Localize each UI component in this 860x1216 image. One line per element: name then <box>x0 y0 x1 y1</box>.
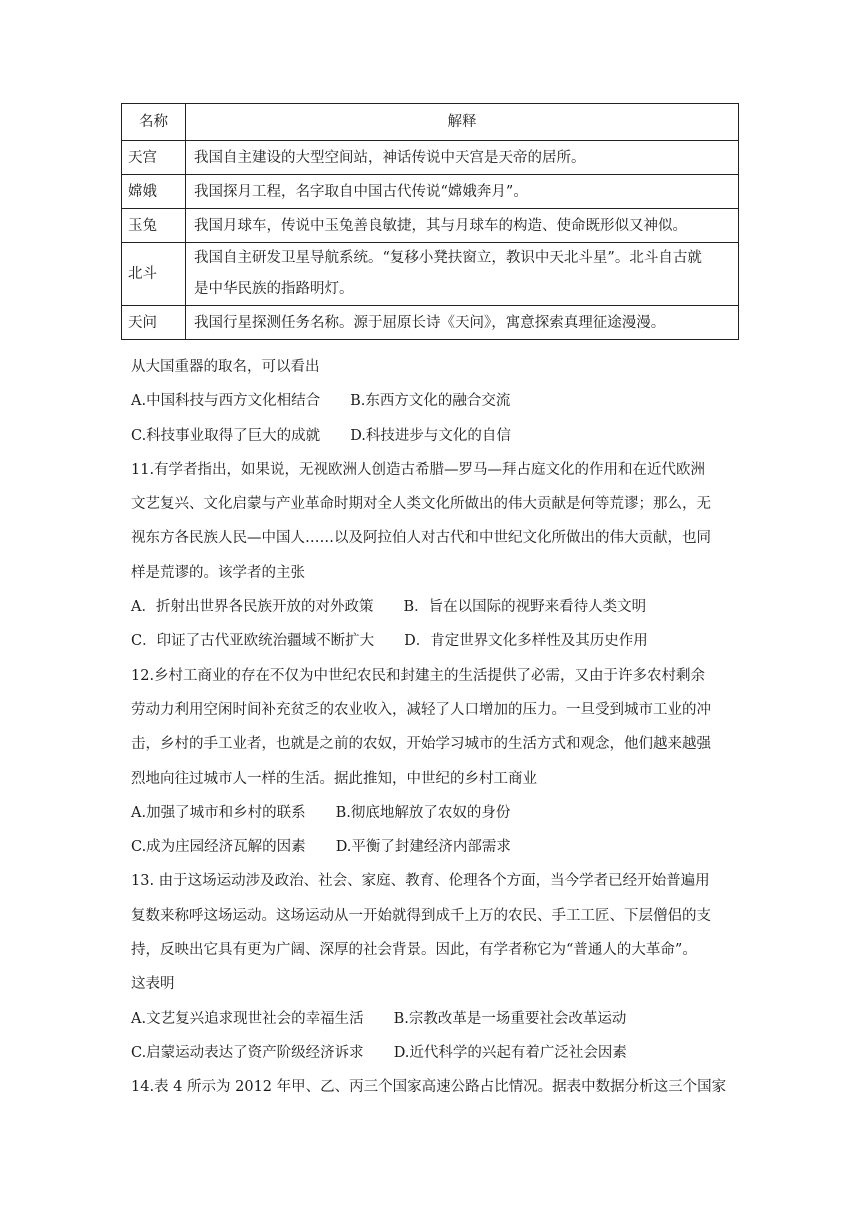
q11-option-a: A．折射出世界各民族开放的对外政策 <box>131 599 374 616</box>
q13-stem-line: 持，反映出它具有更为广阔、深厚的社会背景。因此，有学者称它为“普通人的大革命”。 <box>131 942 697 959</box>
q11-options-cd <box>131 624 741 658</box>
q10-option-b: B.东西方文化的融合交流 <box>350 393 511 410</box>
q13-option-b: B.宗教改革是一场重要社会改革运动 <box>393 1010 627 1027</box>
table-cell-desc: 我国探月工程，名字取自中国古代传说“嫦娥奔月”。 <box>186 175 739 209</box>
q12-stem-line: 击，乡村的手工业者，也就是之前的农奴，开始学习城市的生活方式和观念，他们越来越强 <box>131 736 711 753</box>
table-cell-name: 嫦娥 <box>122 175 186 209</box>
q13-option-c: C.启蒙运动表达了资产阶级经济诉求 <box>131 1044 364 1061</box>
q11-option-d: D．肯定世界文化多样性及其历史作用 <box>404 633 648 650</box>
q10-option-c: C.科技事业取得了巨大的成就 <box>131 427 321 444</box>
table-cell-name: 北斗 <box>122 243 186 306</box>
q12-options-ab <box>131 796 741 830</box>
q13-stem-line: 复数来称呼这场运动。这场运动从一开始就得到成千上万的农民、手工工匠、下层僧侣的支 <box>131 907 711 924</box>
table-row <box>122 243 739 306</box>
q13-option-d: D.近代科学的兴起有着广泛社会因素 <box>393 1044 627 1061</box>
q10-option-a: A.中国科技与西方文化相结合 <box>131 393 321 410</box>
q13-stem-line: 13. 由于这场运动涉及政治、社会、家庭、教育、伦理各个方面，当今学者已经开始普遍用 <box>131 873 710 890</box>
q12-options-cd <box>131 830 741 864</box>
table-row <box>122 141 739 175</box>
q10-stem: 从大国重器的取名，可以看出 <box>131 359 320 375</box>
q11-stem-line: 文艺复兴、文化启蒙与产业革命时期对全人类文化所做出的伟大贡献是何等荒谬；那么，无 <box>131 496 711 513</box>
table-cell-desc: 我国行星探测任务名称。源于屈原长诗《天问》，寓意探索真理征途漫漫。 <box>186 306 739 340</box>
table-cell-desc: 我国自主建设的大型空间站，神话传说中天宫是天帝的居所。 <box>186 141 739 175</box>
table-row <box>122 209 739 243</box>
q10-options-cd <box>131 419 741 453</box>
table-row <box>122 306 739 340</box>
table-cell-desc-line: 是中华民族的指路明灯。 <box>194 281 354 297</box>
q12-stem-line: 烈地向往过城市人一样的生活。据此推知，中世纪的乡村工商业 <box>131 770 537 787</box>
q11-stem-line: 视东方各民族人民—中国人……以及阿拉伯人对古代和中世纪文化所做出的伟大贡献，也同 <box>131 530 711 547</box>
table-cell-desc <box>186 243 739 306</box>
q11-stem-line: 11.有学者指出，如果说，无视欧洲人创造古希腊—罗马—拜占庭文化的作用和在近代欧洲 <box>131 461 706 478</box>
table-cell-desc: 我国月球车，传说中玉兔善良敏捷，其与月球车的构造、使命既形似又神似。 <box>186 209 739 243</box>
q10-option-d: D.科技进步与文化的自信 <box>350 427 511 444</box>
q13-option-a: A.文艺复兴追求现世社会的幸福生活 <box>131 1010 364 1027</box>
table-header-explanation: 解释 <box>186 104 739 141</box>
q12-stem-line: 12.乡村工商业的存在不仅为中世纪农民和封建主的生活提供了必需，又由于许多农村剩余 <box>131 667 706 684</box>
q11-option-b: B．旨在以国际的视野来看待人类文明 <box>403 599 647 616</box>
q12-option-b: B.彻底地解放了农奴的身份 <box>335 804 511 821</box>
q12-option-c: C.成为庄园经济瓦解的因素 <box>131 839 306 856</box>
q11-option-c: C．印证了古代亚欧统治疆域不断扩大 <box>131 633 375 650</box>
q13-options-ab <box>131 1002 741 1036</box>
q13-options-cd <box>131 1036 741 1070</box>
name-explanation-table <box>121 103 739 340</box>
table-cell-name: 天宫 <box>122 141 186 175</box>
q11-stem-line: 样是荒谬的。该学者的主张 <box>131 564 305 581</box>
table-row <box>122 175 739 209</box>
q12-option-d: D.平衡了封建经济内部需求 <box>335 839 511 856</box>
q10-options-ab <box>131 384 741 418</box>
q12-option-a: A.加强了城市和乡村的联系 <box>131 804 306 821</box>
q12-stem-line: 劳动力利用空闲时间补充贫乏的农业收入，减轻了人口增加的压力。一旦受到城市工业的冲 <box>131 701 711 718</box>
table-cell-desc-line: 我国自主研发卫星导航系统。“复移小凳扶窗立，教识中天北斗星”。北斗自古就 <box>194 250 702 266</box>
table-header-row <box>122 104 739 141</box>
table-cell-name: 玉兔 <box>122 209 186 243</box>
q14-stem-line: 14.表 4 所示为 2012 年甲、乙、丙三个国家高速公路占比情况。据表中数据分析这三个国家 <box>131 1079 727 1096</box>
q13-stem-line: 这表明 <box>131 976 175 993</box>
table-header-name: 名称 <box>122 104 186 141</box>
table-cell-name: 天问 <box>122 306 186 340</box>
questions-body <box>131 350 741 1105</box>
q11-options-ab <box>131 590 741 624</box>
